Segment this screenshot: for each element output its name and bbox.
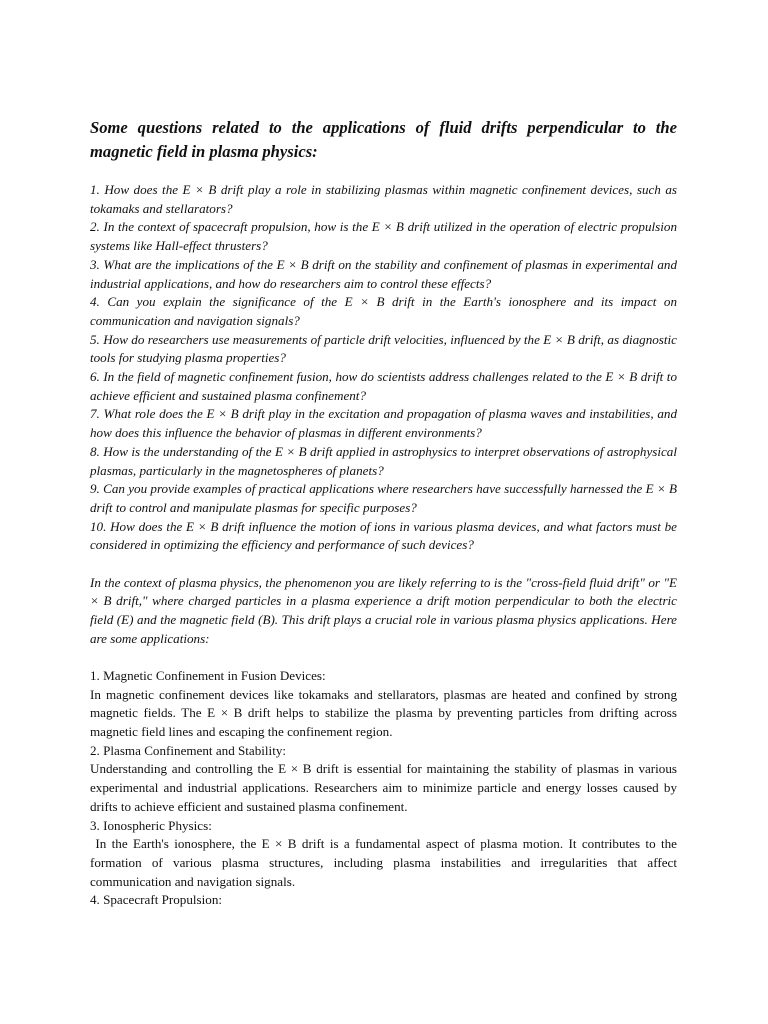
application-heading: 4. Spacecraft Propulsion: [90,892,222,908]
applications-list [90,667,681,910]
application-heading: 3. Ionospheric Physics: [90,817,212,833]
application-body: In the Earth's ionosphere, the E × B drift is a fundamental aspect of plasma motion. It contributes to the formation of various plasma structures, including plasma instabilities and irregularities that affect communication and navigation signals. [90,836,681,889]
question-item: 3. What are the implications of the E × B drift on the stability and confinement of plasmas in experimental and industrial applications, and how do researchers aim to control these effects? [90,256,677,291]
intro-paragraph: In the context of plasma physics, the phenomenon you are likely referring to is the "cross-field fluid drift" or "E × B drift," where charged particles in a plasma experience a drift motion perpendicular to both the electric field (E) and the magnetic field (B). This drift plays a crucial role in various plasma physics applications. Here are some applications: [90,574,677,646]
application-body: Understanding and controlling the E × B drift is essential for maintaining the stability of plasmas in various experimental and industrial applications. Researchers aim to minimize particle and energy losses caused by drifts to achieve efficient and sustained plasma confinement. [90,761,677,814]
question-item: 8. How is the understanding of the E × B drift applied in astrophysics to interpret observations of astrophysical plasmas, particularly in the magnetospheres of planets? [90,443,677,478]
question-item: 7. What role does the E × B drift play in the excitation and propagation of plasma waves and instabilities, and how does this influence the behavior of plasmas in different environments? [90,406,677,441]
document-page [90,116,681,910]
application-heading: 1. Magnetic Confinement in Fusion Devices: [90,667,326,683]
question-list [90,181,677,555]
question-item: 4. Can you explain the significance of the E × B drift in the Earth's ionosphere and its impact on communication and navigation signals? [90,294,677,328]
question-item: 6. In the field of magnetic confinement fusion, how do scientists address challenges related to the E × B drift to achieve efficient and sustained plasma confinement? [90,369,677,403]
application-body: In magnetic confinement devices like tokamaks and stellarators, plasmas are heated and confined by strong magnetic fields. The E × B drift helps to stabilize the plasma by preventing particles from drifting across magnetic field lines and escaping the confinement region. [90,686,677,739]
question-item: 9. Can you provide examples of practical applications where researchers have successfully harnessed the E × B drift to control and manipulate plasmas for specific purposes? [90,481,677,515]
question-item: 5. How do researchers use measurements of particle drift velocities, influenced by the E × B drift, as diagnostic tools for studying plasma properties? [90,331,677,366]
application-heading: 2. Plasma Confinement and Stability: [90,742,287,758]
document-title: Some questions related to the applications of fluid drifts perpendicular to the magnetic field in plasma physics: [90,118,677,161]
question-item: 10. How does the E × B drift influence the motion of ions in various plasma devices, and what factors must be considered in optimizing the efficiency and performance of such devices? [90,518,677,553]
question-item: 2. In the context of spacecraft propulsion, how is the E × B drift utilized in the operation of electric propulsion systems like Hall-effect thrusters? [90,219,677,254]
question-item: 1. How does the E × B drift play a role in stabilizing plasmas within magnetic confinement devices, such as tokamaks and stellarators? [90,182,677,216]
